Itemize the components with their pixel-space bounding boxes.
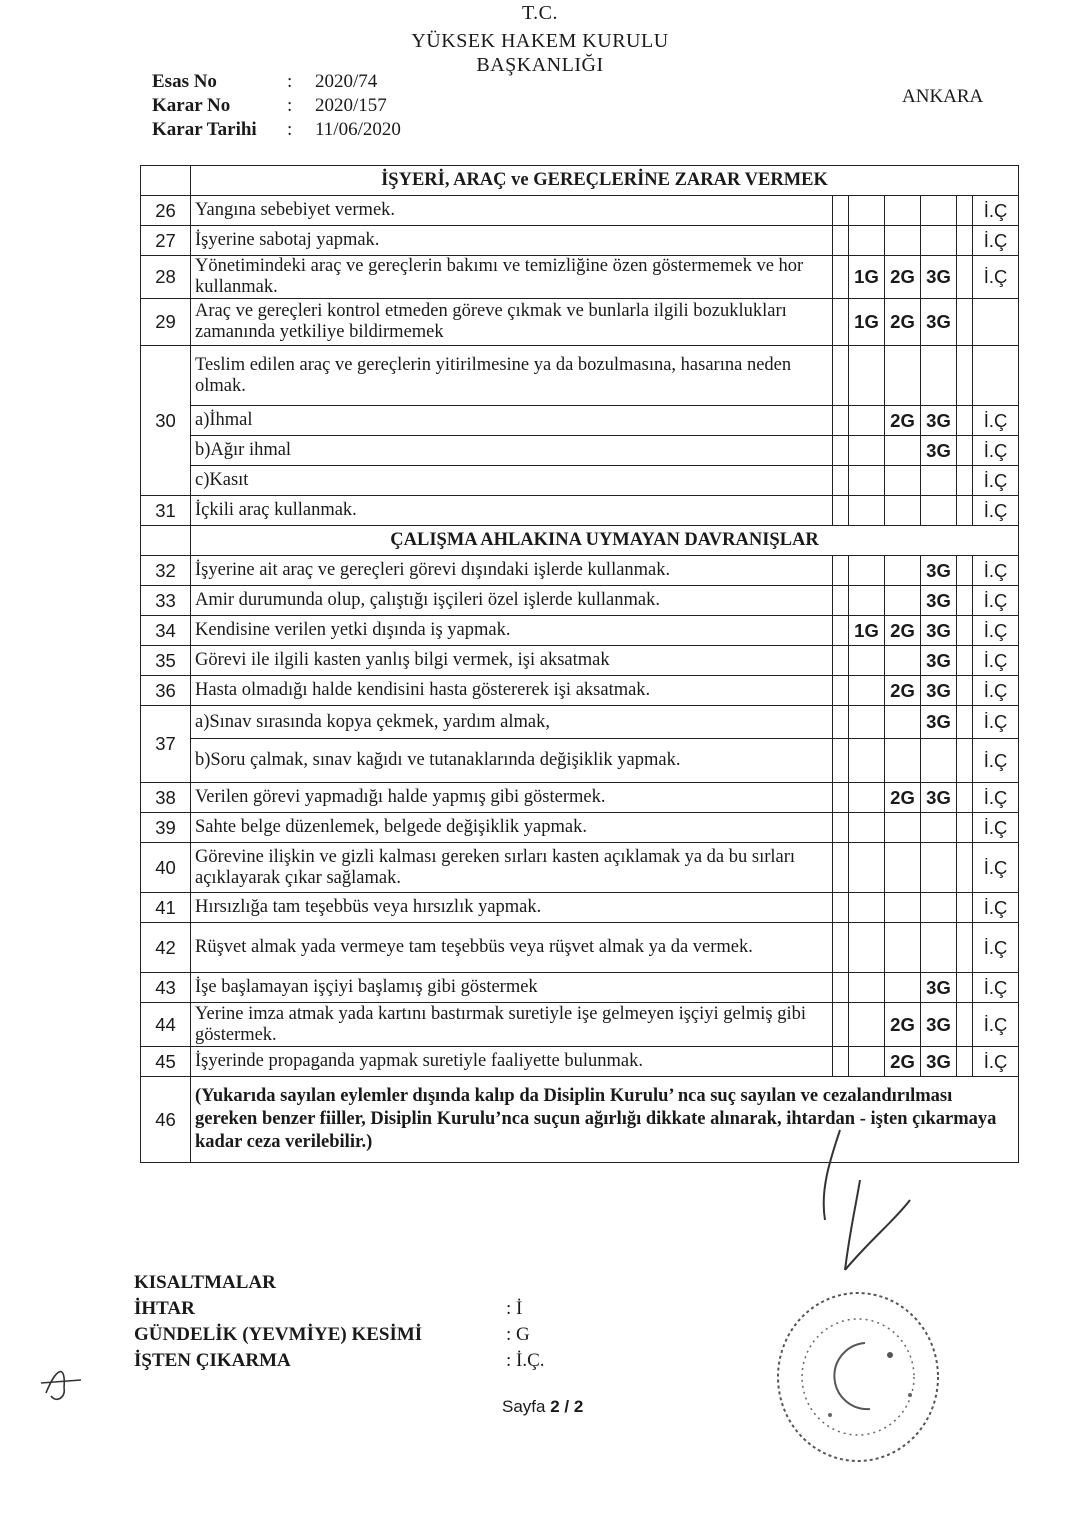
blank-cell bbox=[957, 346, 973, 406]
penalty-3g: 3G bbox=[921, 676, 957, 706]
penalty-1g: 1G bbox=[849, 256, 885, 299]
row-description: a)İhmal bbox=[191, 406, 833, 436]
abbr-term: İHTAR bbox=[134, 1298, 195, 1319]
blank-cell bbox=[833, 616, 849, 646]
penalty-1g bbox=[849, 813, 885, 843]
row-number: 39 bbox=[141, 813, 191, 843]
row-number: 31 bbox=[141, 496, 191, 526]
row-description: İşyerine ait araç ve gereçleri görevi dışındaki işlerde kullanmak. bbox=[191, 556, 833, 586]
abbr-code: : İ.Ç. bbox=[506, 1350, 545, 1371]
penalty-1g bbox=[849, 923, 885, 973]
blank-cell bbox=[833, 893, 849, 923]
penalty-3g bbox=[921, 196, 957, 226]
penalty-1g: 1G bbox=[849, 299, 885, 346]
penalty-2g bbox=[885, 346, 921, 406]
blank-cell bbox=[833, 1047, 849, 1077]
row-description: Araç ve gereçleri kontrol etmeden göreve çıkmak ve bunlarla ilgili bozuklukları zamanında yetkiliye bildirmemek bbox=[191, 299, 833, 346]
blank-cell bbox=[957, 616, 973, 646]
karar-value: 2020/157 bbox=[315, 95, 387, 116]
row-number: 35 bbox=[141, 646, 191, 676]
row-number: 32 bbox=[141, 556, 191, 586]
blank-cell bbox=[833, 299, 849, 346]
penalty-3g bbox=[921, 739, 957, 783]
signature-scribble bbox=[800, 1120, 960, 1280]
blank-cell bbox=[833, 706, 849, 739]
blank-cell bbox=[833, 346, 849, 406]
abbr-term: İŞTEN ÇIKARMA bbox=[134, 1350, 291, 1371]
penalty-3g bbox=[921, 843, 957, 893]
header-institution: YÜKSEK HAKEM KURULU bbox=[411, 30, 669, 52]
blank-cell bbox=[833, 196, 849, 226]
table-row bbox=[141, 843, 1019, 893]
table-row bbox=[141, 739, 1019, 783]
penalty-1g bbox=[849, 226, 885, 256]
blank-cell bbox=[957, 1047, 973, 1077]
penalty-1g bbox=[849, 706, 885, 739]
table-row bbox=[141, 706, 1019, 739]
penalty-1g bbox=[849, 646, 885, 676]
penalty-1g bbox=[849, 436, 885, 466]
row-description: b)Soru çalmak, sınav kağıdı ve tutanaklarında değişiklik yapmak. bbox=[191, 739, 833, 783]
penalty-1g bbox=[849, 196, 885, 226]
abbr-code: : G bbox=[506, 1324, 530, 1345]
penalty-3g bbox=[921, 466, 957, 496]
penalty-1g bbox=[849, 783, 885, 813]
row-description: Sahte belge düzenlemek, belgede değişiklik yapmak. bbox=[191, 813, 833, 843]
penalty-dismissal: İ.Ç bbox=[973, 843, 1019, 893]
table-row bbox=[141, 346, 1019, 406]
blank-cell bbox=[957, 496, 973, 526]
row-number: 42 bbox=[141, 923, 191, 973]
penalty-dismissal: İ.Ç bbox=[973, 893, 1019, 923]
penalty-1g bbox=[849, 586, 885, 616]
blank-cell bbox=[957, 256, 973, 299]
row-number: 44 bbox=[141, 1003, 191, 1047]
blank-cell bbox=[833, 436, 849, 466]
blank-cell bbox=[833, 226, 849, 256]
page-number: Sayfa 2 / 2 bbox=[502, 1397, 584, 1416]
row-description: Yönetimindeki araç ve gereçlerin bakımı ve temizliğine özen göstermemek ve hor kullanmak. bbox=[191, 256, 833, 299]
row-description: Amir durumunda olup, çalıştığı işçileri özel işlerde kullanmak. bbox=[191, 586, 833, 616]
decision-meta: Esas No : 2020/74 Karar No : 2020/157 Karar Tarihi : 11/06/2020 bbox=[152, 71, 401, 140]
penalty-3g: 3G bbox=[921, 646, 957, 676]
row-description: a)Sınav sırasında kopya çekmek, yardım almak, bbox=[191, 706, 833, 739]
penalty-1g bbox=[849, 466, 885, 496]
penalty-2g bbox=[885, 843, 921, 893]
table-row bbox=[141, 299, 1019, 346]
row-number: 33 bbox=[141, 586, 191, 616]
row-number: 27 bbox=[141, 226, 191, 256]
penalty-3g: 3G bbox=[921, 706, 957, 739]
karar-tarihi-value: 11/06/2020 bbox=[315, 119, 401, 140]
row-note: (Yukarıda sayılan eylemler dışında kalıp da Disiplin Kurulu’ nca suç sayılan ve cezalandırılması gereken benzer fiiller, Disiplin Kurulu’nca suçun ağırlığı dikkate alınarak, ihtardan - işten çıkarmaya kadar ceza verilebilir.) bbox=[191, 1077, 1019, 1163]
penalty-dismissal: İ.Ç bbox=[973, 676, 1019, 706]
row-description: İşyerinde propaganda yapmak suretiyle faaliyette bulunmak. bbox=[191, 1047, 833, 1077]
penalty-2g bbox=[885, 196, 921, 226]
penalty-dismissal: İ.Ç bbox=[973, 973, 1019, 1003]
abbr-term: GÜNDELİK (YEVMİYE) KESİMİ bbox=[134, 1324, 423, 1345]
penalty-dismissal: İ.Ç bbox=[973, 256, 1019, 299]
penalty-2g bbox=[885, 893, 921, 923]
row-number: 30 bbox=[141, 346, 191, 496]
penalty-dismissal: İ.Ç bbox=[973, 923, 1019, 973]
handwritten-mark bbox=[36, 1358, 96, 1408]
table-row bbox=[141, 406, 1019, 436]
penalty-3g: 3G bbox=[921, 586, 957, 616]
karar-label: Karar No bbox=[152, 95, 231, 116]
table-row bbox=[141, 256, 1019, 299]
penalty-1g bbox=[849, 973, 885, 1003]
table-row bbox=[141, 496, 1019, 526]
table-row bbox=[141, 1003, 1019, 1047]
row-description: Hasta olmadığı halde kendisini hasta göstererek işi aksatmak. bbox=[191, 676, 833, 706]
penalty-1g bbox=[849, 556, 885, 586]
blank-cell bbox=[957, 843, 973, 893]
blank-cell bbox=[957, 676, 973, 706]
row-number: 41 bbox=[141, 893, 191, 923]
penalty-dismissal: İ.Ç bbox=[973, 196, 1019, 226]
penalty-dismissal: İ.Ç bbox=[973, 1003, 1019, 1047]
blank-cell bbox=[957, 813, 973, 843]
row-number: 26 bbox=[141, 196, 191, 226]
penalty-dismissal: İ.Ç bbox=[973, 739, 1019, 783]
penalty-3g: 3G bbox=[921, 406, 957, 436]
karar-tarihi-label: Karar Tarihi bbox=[152, 119, 257, 140]
section-header-row bbox=[141, 166, 1019, 196]
table-row bbox=[141, 813, 1019, 843]
blank-cell bbox=[957, 196, 973, 226]
row-number: 37 bbox=[141, 706, 191, 783]
penalty-3g: 3G bbox=[921, 1003, 957, 1047]
blank-cell bbox=[833, 406, 849, 436]
blank-cell bbox=[957, 893, 973, 923]
row-description: Görevine ilişkin ve gizli kalması gereken sırları kasten açıklamak ya da bu sırları açıklayarak çıkar sağlamak. bbox=[191, 843, 833, 893]
table-row bbox=[141, 196, 1019, 226]
table-row bbox=[141, 436, 1019, 466]
blank-cell bbox=[833, 586, 849, 616]
penalty-2g: 2G bbox=[885, 783, 921, 813]
penalty-3g: 3G bbox=[921, 616, 957, 646]
table-row bbox=[141, 556, 1019, 586]
abbr-code: : İ bbox=[506, 1298, 523, 1319]
blank-cell bbox=[957, 783, 973, 813]
penalty-2g bbox=[885, 586, 921, 616]
penalty-2g: 2G bbox=[885, 299, 921, 346]
penalty-2g: 2G bbox=[885, 676, 921, 706]
row-number: 34 bbox=[141, 616, 191, 646]
penalty-3g: 3G bbox=[921, 973, 957, 1003]
penalty-3g bbox=[921, 496, 957, 526]
table-row bbox=[141, 586, 1019, 616]
row-description: Hırsızlığa tam teşebbüs veya hırsızlık yapmak. bbox=[191, 893, 833, 923]
row-description: Teslim edilen araç ve gereçlerin yitirilmesine ya da bozulmasına, hasarına neden olmak. bbox=[191, 346, 833, 406]
penalty-1g bbox=[849, 406, 885, 436]
city: ANKARA bbox=[902, 86, 984, 107]
penalty-2g bbox=[885, 923, 921, 973]
blank-cell bbox=[957, 466, 973, 496]
penalty-dismissal: İ.Ç bbox=[973, 1047, 1019, 1077]
table-row bbox=[141, 893, 1019, 923]
penalty-1g bbox=[849, 739, 885, 783]
penalty-3g: 3G bbox=[921, 436, 957, 466]
table-row bbox=[141, 783, 1019, 813]
section-title-conduct: ÇALIŞMA AHLAKINA UYMAYAN DAVRANIŞLAR bbox=[191, 526, 1019, 556]
penalty-1g bbox=[849, 1047, 885, 1077]
table-row bbox=[141, 923, 1019, 973]
penalty-2g: 2G bbox=[885, 256, 921, 299]
penalty-dismissal: İ.Ç bbox=[973, 706, 1019, 739]
penalty-2g: 2G bbox=[885, 616, 921, 646]
blank-cell bbox=[957, 739, 973, 783]
blank-cell bbox=[833, 256, 849, 299]
penalty-3g: 3G bbox=[921, 299, 957, 346]
row-number: 28 bbox=[141, 256, 191, 299]
penalty-dismissal bbox=[973, 346, 1019, 406]
penalty-1g bbox=[849, 346, 885, 406]
penalty-2g bbox=[885, 556, 921, 586]
row-number: 36 bbox=[141, 676, 191, 706]
penalty-dismissal: İ.Ç bbox=[973, 466, 1019, 496]
penalty-3g bbox=[921, 226, 957, 256]
section-title-workplace: İŞYERİ, ARAÇ ve GEREÇLERİNE ZARAR VERMEK bbox=[191, 166, 1019, 196]
penalty-3g bbox=[921, 346, 957, 406]
penalty-1g bbox=[849, 676, 885, 706]
penalty-1g bbox=[849, 843, 885, 893]
penalty-dismissal bbox=[973, 299, 1019, 346]
row-number: 46 bbox=[141, 1077, 191, 1163]
penalty-table bbox=[140, 165, 1019, 1163]
row-description: Yangına sebebiyet vermek. bbox=[191, 196, 833, 226]
penalty-2g bbox=[885, 739, 921, 783]
penalty-dismissal: İ.Ç bbox=[973, 586, 1019, 616]
blank-cell bbox=[833, 813, 849, 843]
penalty-2g bbox=[885, 706, 921, 739]
penalty-1g: 1G bbox=[849, 616, 885, 646]
esas-label: Esas No bbox=[152, 71, 217, 92]
official-seal-stamp bbox=[770, 1285, 950, 1475]
blank-cell bbox=[957, 923, 973, 973]
blank-cell bbox=[833, 739, 849, 783]
penalty-3g: 3G bbox=[921, 256, 957, 299]
blank-cell bbox=[833, 973, 849, 1003]
blank-cell bbox=[833, 1003, 849, 1047]
blank-cell bbox=[833, 783, 849, 813]
row-description: İçkili araç kullanmak. bbox=[191, 496, 833, 526]
penalty-2g bbox=[885, 646, 921, 676]
blank-cell bbox=[833, 923, 849, 973]
blank-cell bbox=[957, 706, 973, 739]
table-row bbox=[141, 676, 1019, 706]
section-header-row bbox=[141, 526, 1019, 556]
header-presidency: BAŞKANLIĞI bbox=[476, 54, 604, 76]
row-number: 40 bbox=[141, 843, 191, 893]
esas-value: 2020/74 bbox=[315, 71, 378, 92]
row-number: 29 bbox=[141, 299, 191, 346]
blank-cell bbox=[833, 646, 849, 676]
penalty-3g bbox=[921, 813, 957, 843]
penalty-2g: 2G bbox=[885, 1047, 921, 1077]
penalty-3g bbox=[921, 893, 957, 923]
row-description: c)Kasıt bbox=[191, 466, 833, 496]
table-row bbox=[141, 973, 1019, 1003]
penalty-2g bbox=[885, 813, 921, 843]
blank-cell bbox=[833, 556, 849, 586]
header-tc: T.C. bbox=[521, 2, 559, 24]
blank-cell bbox=[957, 226, 973, 256]
penalty-dismissal: İ.Ç bbox=[973, 813, 1019, 843]
table-row bbox=[141, 616, 1019, 646]
row-description: Yerine imza atmak yada kartını bastırmak suretiyle işe gelmeyen işçiyi gelmiş gibi göstermek. bbox=[191, 1003, 833, 1047]
penalty-2g bbox=[885, 436, 921, 466]
row-description: Kendisine verilen yetki dışında iş yapmak. bbox=[191, 616, 833, 646]
blank-cell bbox=[957, 406, 973, 436]
section-spacer bbox=[141, 526, 191, 556]
penalty-2g bbox=[885, 226, 921, 256]
penalty-1g bbox=[849, 893, 885, 923]
blank-cell bbox=[833, 496, 849, 526]
penalty-dismissal: İ.Ç bbox=[973, 406, 1019, 436]
penalty-3g bbox=[921, 923, 957, 973]
blank-cell bbox=[957, 973, 973, 1003]
table-row bbox=[141, 646, 1019, 676]
penalty-1g bbox=[849, 1003, 885, 1047]
penalty-dismissal: İ.Ç bbox=[973, 646, 1019, 676]
row-description: Görevi ile ilgili kasten yanlış bilgi vermek, işi aksatmak bbox=[191, 646, 833, 676]
penalty-dismissal: İ.Ç bbox=[973, 496, 1019, 526]
penalty-2g bbox=[885, 466, 921, 496]
blank-cell bbox=[957, 299, 973, 346]
penalty-2g bbox=[885, 496, 921, 526]
table-row bbox=[141, 466, 1019, 496]
row-description: Verilen görevi yapmadığı halde yapmış gibi göstermek. bbox=[191, 783, 833, 813]
row-number: 45 bbox=[141, 1047, 191, 1077]
penalty-2g: 2G bbox=[885, 406, 921, 436]
penalty-1g bbox=[849, 496, 885, 526]
row-number: 43 bbox=[141, 973, 191, 1003]
row-number: 38 bbox=[141, 783, 191, 813]
penalty-2g: 2G bbox=[885, 1003, 921, 1047]
penalty-dismissal: İ.Ç bbox=[973, 436, 1019, 466]
table-row bbox=[141, 1047, 1019, 1077]
blank-cell bbox=[957, 586, 973, 616]
row-description: Rüşvet almak yada vermeye tam teşebbüs veya rüşvet almak ya da vermek. bbox=[191, 923, 833, 973]
penalty-3g: 3G bbox=[921, 783, 957, 813]
table-row bbox=[141, 226, 1019, 256]
blank-cell bbox=[957, 1003, 973, 1047]
blank-cell bbox=[833, 676, 849, 706]
abbreviations bbox=[134, 1270, 545, 1374]
blank-cell bbox=[957, 436, 973, 466]
blank-cell bbox=[833, 843, 849, 893]
penalty-3g: 3G bbox=[921, 1047, 957, 1077]
penalty-dismissal: İ.Ç bbox=[973, 783, 1019, 813]
penalty-2g bbox=[885, 973, 921, 1003]
row-description: İşyerine sabotaj yapmak. bbox=[191, 226, 833, 256]
penalty-dismissal: İ.Ç bbox=[973, 616, 1019, 646]
blank-cell bbox=[957, 556, 973, 586]
penalty-3g: 3G bbox=[921, 556, 957, 586]
blank-cell bbox=[833, 466, 849, 496]
penalty-dismissal: İ.Ç bbox=[973, 556, 1019, 586]
blank-cell bbox=[957, 646, 973, 676]
row-description: İşe başlamayan işçiyi başlamış gibi göstermek bbox=[191, 973, 833, 1003]
penalty-dismissal: İ.Ç bbox=[973, 226, 1019, 256]
row-description: b)Ağır ihmal bbox=[191, 436, 833, 466]
abbreviations-title: KISALTMALAR bbox=[134, 1272, 276, 1293]
